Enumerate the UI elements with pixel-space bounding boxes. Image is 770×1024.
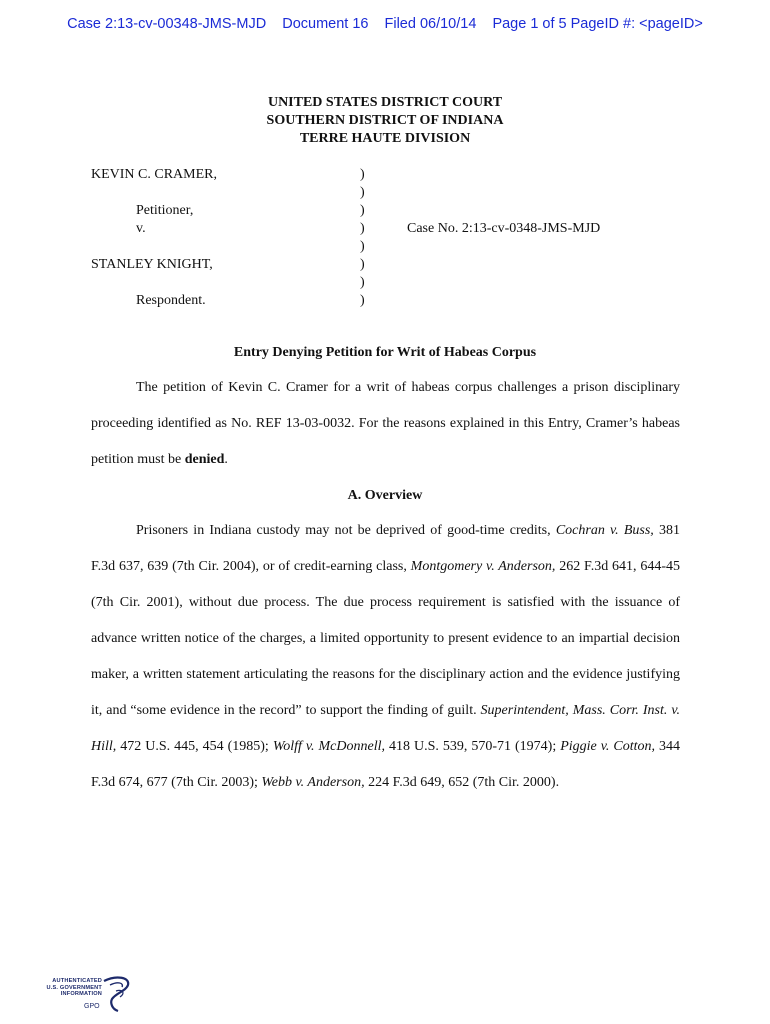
paren: ) — [360, 185, 365, 200]
case-citation: Piggie v. Cotton, — [560, 739, 656, 754]
paren: ) — [360, 239, 365, 254]
overview-text: 344 F.3d 674, 677 (7th Cir. 2003); — [91, 739, 681, 790]
logo-text — [38, 978, 102, 998]
paren: ) — [360, 293, 365, 308]
intro-text: The petition of Kevin C. Cramer for a writ of habeas corpus challenges a prison disciplinary proceeding identified as No. REF 13-03-0032. For the reasons explained in this Entry, Cramer’s habeas petition must be — [91, 380, 680, 467]
eagle-icon — [98, 975, 138, 1015]
respondent-name: STANLEY KNIGHT, — [91, 257, 213, 272]
intro-paragraph — [91, 370, 680, 478]
entry-title: Entry Denying Petition for Writ of Habeas Corpus — [233, 345, 537, 360]
overview-text: Prisoners in Indiana custody may not be deprived of good-time credits, — [136, 523, 556, 538]
overview-text: 224 F.3d 649, 652 (7th Cir. 2000). — [364, 775, 560, 790]
case-citation: Montgomery v. Anderson, — [410, 559, 556, 574]
paren: ) — [360, 257, 365, 272]
case-citation: Cochran v. Buss, — [555, 523, 654, 538]
case-citation: Wolff v. McDonnell, — [272, 739, 385, 754]
court-heading — [0, 94, 770, 148]
overview-text: 472 U.S. 445, 454 (1985); — [116, 739, 273, 754]
court-district: SOUTHERN DISTRICT OF INDIANA — [266, 113, 504, 128]
case-number: Case No. 2:13-cv-0348-JMS-MJD — [407, 221, 601, 236]
paren: ) — [360, 275, 365, 290]
logo-line: U.S. GOVERNMENT — [46, 984, 102, 991]
section-heading: A. Overview — [347, 488, 423, 503]
case-citation: Webb v. Anderson, — [261, 775, 365, 790]
header-page: Page 1 of 5 PageID #: <pageID> — [492, 16, 703, 32]
versus: v. — [136, 221, 146, 236]
header-case: Case 2:13-cv-00348-JMS-MJD — [67, 16, 267, 32]
header-filed: Filed 06/10/14 — [384, 16, 477, 32]
case-citation: Superintendent, Mass. Corr. Inst. v. Hill, — [91, 703, 680, 754]
respondent-role: Respondent. — [136, 293, 206, 308]
caption-parens — [360, 166, 365, 310]
filing-header — [0, 16, 770, 32]
paren: ) — [360, 203, 365, 218]
gpo-authentication-logo — [38, 975, 138, 1015]
overview-paragraph — [91, 513, 680, 801]
paren: ) — [360, 167, 365, 182]
court-division: TERRE HAUTE DIVISION — [299, 131, 471, 146]
overview-text: 418 U.S. 539, 570-71 (1974); — [385, 739, 561, 754]
paren: ) — [360, 221, 365, 236]
header-document: Document 16 — [282, 16, 369, 32]
logo-line: AUTHENTICATED — [52, 978, 102, 984]
petitioner-role: Petitioner, — [136, 203, 194, 218]
overview-text: 381 F.3d 637, 639 (7th Cir. 2004), or of credit-earning class, — [91, 523, 680, 574]
overview-text: 262 F.3d 641, 644-45 (7th Cir. 2001), without due process. The due process requirement is satisfied with the issuance of advance written notice of the charges, a limited opportunity to present evidence to an impartial decision maker, a written statement articulating the reasons for the disciplinary action and the evidence justifying it, and “some evidence in the record” to support the finding of guilt. — [91, 559, 680, 718]
intro-end: . — [224, 452, 228, 467]
court-name: UNITED STATES DISTRICT COURT — [267, 95, 503, 110]
logo-line: INFORMATION — [60, 991, 102, 997]
logo-mark: GPO — [84, 1003, 100, 1010]
intro-bold: denied — [184, 452, 225, 467]
petitioner-name: KEVIN C. CRAMER, — [91, 167, 218, 182]
